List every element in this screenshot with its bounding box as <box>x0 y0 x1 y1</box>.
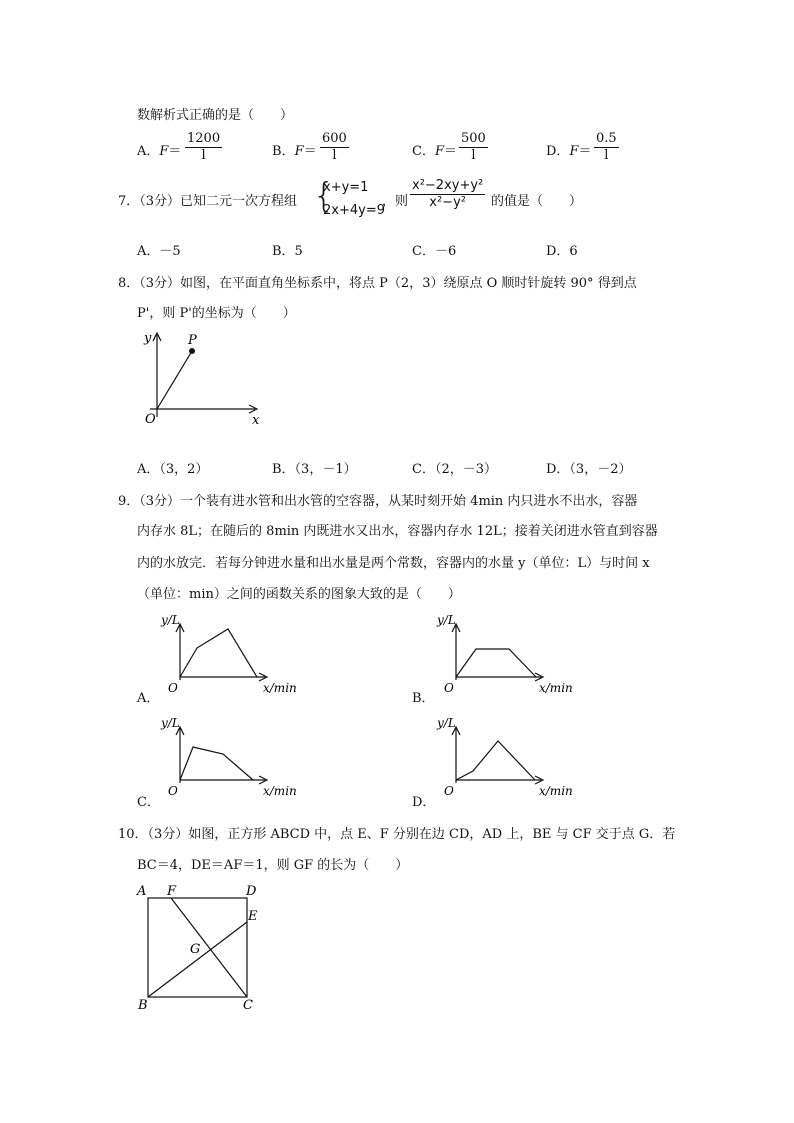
q9-line-1: 9．（3分）一个装有进水管和出水管的空容器，从某时刻开始 4min 内只进水不出水，容器 <box>118 494 638 509</box>
origin-label: O <box>145 412 156 427</box>
graph-b-letter[interactable]: B． <box>412 691 435 706</box>
origin-label: O <box>444 784 454 798</box>
fraction-denominator: l <box>471 148 476 163</box>
q8-line-1: 8．（3分）如图，在平面直角坐标系中，将点 P（2，3）绕原点 O 顺时针旋转 90° 得到点 <box>118 276 637 291</box>
option-var: F <box>569 144 579 159</box>
option-var: F <box>434 144 444 159</box>
origin-label: O <box>168 681 178 695</box>
fraction-numerator: x²−2xy+y² <box>412 178 484 193</box>
q9-line-4: （单位：min）之间的函数关系的图象大致的是（ ） <box>137 587 461 602</box>
q7-option-c[interactable]: C．－6 <box>412 244 457 259</box>
graph-b[interactable] <box>431 610 591 698</box>
x-axis-label: x/min <box>263 784 297 798</box>
graph-line <box>456 649 536 677</box>
x-label: x <box>252 413 260 428</box>
q10-line-2: BC＝4，DE＝AF＝1，则 GF 的长为（ ） <box>137 858 409 873</box>
y-axis-label: y/L <box>437 716 456 730</box>
option-var: F <box>159 144 169 159</box>
x-axis-label: x/min <box>539 681 573 695</box>
graph-line <box>180 747 253 780</box>
graph-d-letter[interactable]: D． <box>412 795 436 810</box>
option-var: F <box>294 144 304 159</box>
label-d: D <box>246 884 257 899</box>
q8-option-a[interactable]: A．（3，2） <box>137 462 209 477</box>
label-a: A <box>137 884 147 899</box>
x-axis-label: x/min <box>263 681 297 695</box>
x-axis-label: x/min <box>539 784 573 798</box>
y-label: y <box>144 331 152 346</box>
fraction-denominator: l <box>201 148 206 163</box>
graph-line <box>456 741 535 780</box>
q8-option-b[interactable]: B．（3，－1） <box>272 462 357 477</box>
q7-equation-1: x+y=1 <box>323 180 369 195</box>
q7-option-b[interactable]: B．5 <box>272 244 303 259</box>
q8-figure <box>135 325 275 435</box>
q7-fraction <box>410 178 485 211</box>
origin-label: O <box>444 681 454 695</box>
q6-option-d[interactable]: D．F＝ <box>546 144 592 159</box>
q7-equation-2: 2x+4y=9 <box>323 203 385 218</box>
label-b: B <box>138 998 148 1013</box>
q7-brace: { <box>313 176 335 216</box>
q6-option-c-fraction <box>459 131 488 164</box>
q6-option-a-fraction <box>185 131 222 164</box>
q10-line-1: 10．（3分）如图，正方形 ABCD 中，点 E、F 分别在边 CD，AD 上，BE 与 CF 交于点 G．若 <box>118 827 676 842</box>
p-label: P <box>188 333 197 348</box>
q6-option-d-fraction <box>594 131 619 164</box>
fraction-denominator: x²−y² <box>429 195 466 210</box>
q7-option-d[interactable]: D．6 <box>546 244 578 259</box>
option-letter: A． <box>137 144 160 159</box>
point-p <box>189 348 195 354</box>
option-letter: D． <box>546 144 570 159</box>
segment-op <box>157 351 192 409</box>
q8-option-d[interactable]: D．（3，－2） <box>546 462 632 477</box>
q8-line-2: P'，则 P'的坐标为（ ） <box>137 306 296 321</box>
label-c: C <box>243 998 253 1013</box>
fraction-denominator: l <box>332 148 337 163</box>
q9-line-3: 内的水放完．若每分钟进水量和出水量是两个常数，容器内的水量 y（单位：L）与时间 x <box>137 556 650 571</box>
origin-label: O <box>168 784 178 798</box>
q7-suffix: 的值是（ ） <box>491 194 583 209</box>
y-axis-label: y/L <box>161 613 180 627</box>
graph-c[interactable] <box>155 713 315 801</box>
q7-prefix: 7．（3分）已知二元一次方程组 <box>118 194 298 209</box>
q6-option-b-fraction <box>320 131 349 164</box>
fraction-denominator: l <box>604 148 609 163</box>
q7-mid: ，则 <box>382 194 409 209</box>
label-f: F <box>167 884 177 899</box>
label-e: E <box>248 909 258 924</box>
fraction-numerator: 600 <box>322 131 347 146</box>
y-axis-label: y/L <box>437 613 456 627</box>
q6-stem-tail: 数解析式正确的是（ ） <box>137 108 294 123</box>
graph-a[interactable] <box>155 610 315 698</box>
segment-cf <box>171 898 247 997</box>
fraction-numerator: 0.5 <box>596 131 617 146</box>
graph-a-letter[interactable]: A． <box>137 691 160 706</box>
q6-option-c[interactable]: C．F＝ <box>412 144 457 159</box>
y-axis-label: y/L <box>161 716 180 730</box>
graph-line <box>180 629 257 677</box>
fraction-numerator: 1200 <box>187 131 221 146</box>
graph-d[interactable] <box>431 713 591 801</box>
q6-option-b[interactable]: B．F＝ <box>272 144 317 159</box>
option-letter: B． <box>272 144 295 159</box>
q10-square-figure <box>132 878 272 1016</box>
q8-option-c[interactable]: C．（2，－3） <box>412 462 497 477</box>
fraction-numerator: 500 <box>461 131 486 146</box>
q9-line-2: 内存水 8L；在随后的 8min 内既进水又出水，容器内存水 12L；接着关闭进水管直到容器 <box>137 524 658 539</box>
q7-option-a[interactable]: A．－5 <box>137 244 181 259</box>
label-g: G <box>190 942 201 957</box>
q6-option-a[interactable]: A．F＝ <box>137 144 182 159</box>
graph-c-letter[interactable]: C． <box>137 795 160 810</box>
option-letter: C． <box>412 144 435 159</box>
